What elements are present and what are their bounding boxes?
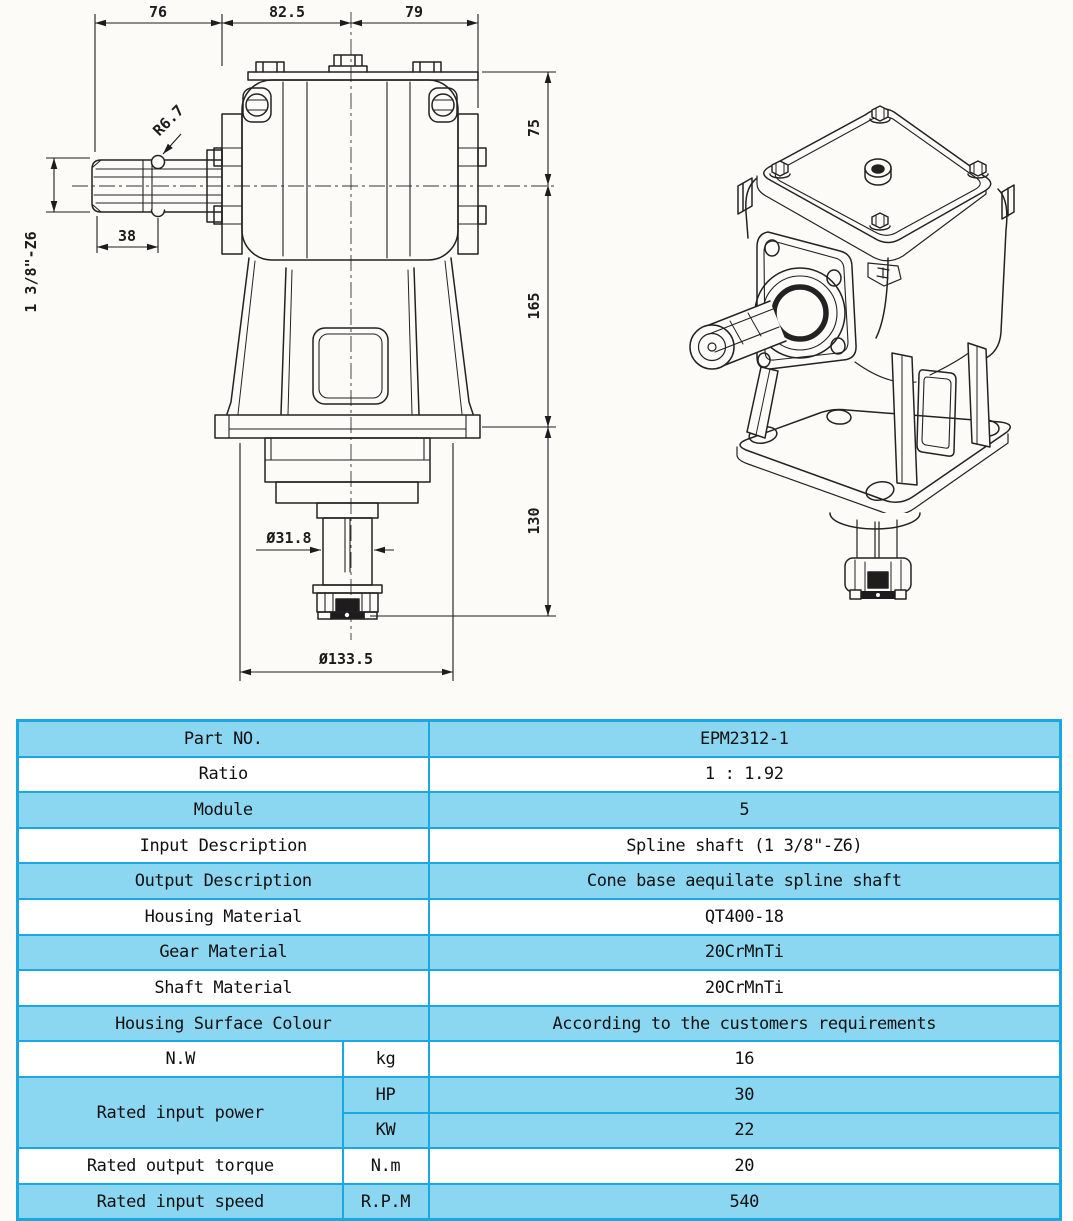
dim-width-right: 79 <box>404 3 424 21</box>
spec-value-cell: EPM2312-1 <box>429 721 1061 757</box>
iso-corner-boss <box>868 263 901 286</box>
lock-groove-notch <box>152 156 165 169</box>
dim-input-spline: 1 3/8"-Z6 <box>22 231 40 313</box>
dim-output-shaft-dia: Ø31.8 <box>266 529 312 547</box>
dimension-flange-dia <box>240 443 453 681</box>
top-bolt-right <box>413 62 441 72</box>
table-row <box>18 792 1061 828</box>
table-row <box>18 935 1061 971</box>
iso-ear-left <box>738 178 752 214</box>
spec-table-section <box>16 719 1059 1221</box>
spec-label-cell: Housing Material <box>18 899 429 935</box>
spec-value-cell: Spline shaft (1 3/8"-Z6) <box>429 828 1061 864</box>
table-row <box>18 899 1061 935</box>
dim-height-bottom: 130 <box>525 507 543 535</box>
leg-window <box>313 328 388 404</box>
spec-value-cell: 20 <box>429 1148 1061 1184</box>
table-row <box>18 970 1061 1006</box>
spec-value-cell: 20CrMnTi <box>429 970 1061 1006</box>
spec-label-cell: Rated input speed <box>18 1184 343 1220</box>
spec-value-cell: 16 <box>429 1041 1061 1077</box>
spec-unit-cell: R.P.M <box>343 1184 429 1220</box>
dim-width-mid: 82.5 <box>268 3 306 21</box>
iso-base-flange <box>737 409 1010 515</box>
table-row <box>18 1148 1061 1184</box>
dim-height-mid: 165 <box>525 292 543 320</box>
table-row <box>18 1077 1061 1113</box>
spec-label-cell: Input Description <box>18 828 429 864</box>
dim-groove-radius: R6.7 <box>149 101 188 140</box>
spec-label-cell: Ratio <box>18 757 429 793</box>
spec-unit-cell: N.m <box>343 1148 429 1184</box>
side-flange-left <box>214 114 242 254</box>
spec-label-cell: N.W <box>18 1041 343 1077</box>
spec-label-cell: Housing Surface Colour <box>18 1006 429 1042</box>
spec-value-cell: According to the customers requirements <box>429 1006 1061 1042</box>
table-row <box>18 1041 1061 1077</box>
dim-height-top: 75 <box>525 118 543 138</box>
center-lines <box>72 12 558 640</box>
mounting-flange <box>215 415 480 438</box>
spec-unit-cell: kg <box>343 1041 429 1077</box>
spec-value-cell: 540 <box>429 1184 1061 1220</box>
side-flange-right <box>458 114 486 254</box>
spec-label-cell: Rated output torque <box>18 1148 343 1184</box>
spec-label-cell: Module <box>18 792 429 828</box>
table-row <box>18 757 1061 793</box>
spec-value-cell: Cone base aequilate spline shaft <box>429 863 1061 899</box>
support-legs <box>227 258 473 414</box>
spec-label-cell: Output Description <box>18 863 429 899</box>
dim-flange-dia: Ø133.5 <box>318 650 374 668</box>
table-row <box>18 1184 1061 1220</box>
spec-table <box>16 719 1062 1221</box>
table-row <box>18 863 1061 899</box>
table-row <box>18 1006 1061 1042</box>
housing-body <box>242 80 458 260</box>
table-row <box>18 828 1061 864</box>
dimension-groove-radius-leader <box>163 134 181 154</box>
spec-value-cell: 1 : 1.92 <box>429 757 1061 793</box>
spec-unit-cell: HP <box>343 1077 429 1113</box>
spec-unit-cell: KW <box>343 1113 429 1149</box>
iso-ear-right <box>1002 185 1014 219</box>
spec-value-cell: QT400-18 <box>429 899 1061 935</box>
dimension-input-spline <box>46 158 90 212</box>
spec-value-cell: 5 <box>429 792 1061 828</box>
spec-label-cell: Rated input power <box>18 1077 343 1148</box>
top-cover-plate <box>248 72 478 80</box>
breather-plug <box>329 55 367 72</box>
dim-width-left: 76 <box>148 3 168 21</box>
spec-label-cell: Part NO. <box>18 721 429 757</box>
top-bolt-left <box>256 62 284 72</box>
spec-value-cell: 30 <box>429 1077 1061 1113</box>
spec-value-cell: 22 <box>429 1113 1061 1149</box>
dim-spline-length: 38 <box>117 227 137 245</box>
spec-label-cell: Gear Material <box>18 935 429 971</box>
spec-label-cell: Shaft Material <box>18 970 429 1006</box>
table-row <box>18 721 1061 757</box>
iso-output-shaft <box>830 513 920 599</box>
front-view-drawing <box>0 0 600 700</box>
spec-value-cell: 20CrMnTi <box>429 935 1061 971</box>
iso-view-drawing <box>630 70 1073 650</box>
